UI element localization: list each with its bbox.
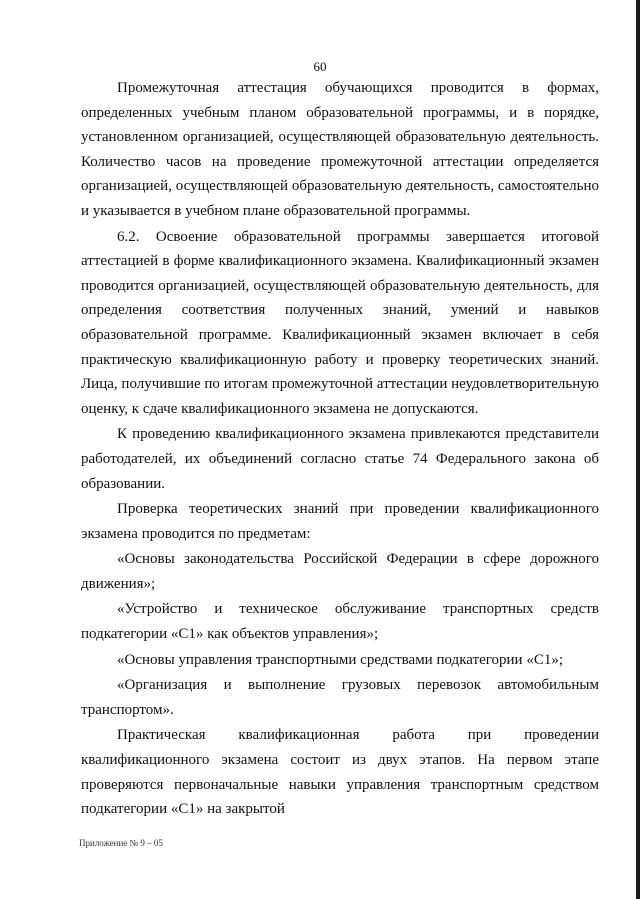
footer-annex-note: Приложение № 9 – 05 [79, 838, 163, 848]
page-number: 60 [313, 59, 327, 74]
paragraph-theory-check: Проверка теоретических знаний при проведении квалификационного экзамена проводится по предметам: [81, 501, 599, 542]
document-body [81, 76, 599, 822]
paragraph-intermediate-assessment: Промежуточная аттестация обучающихся проводится в формах, определенных учебным планом образовательной программы, и в порядке, установленном организацией, осуществляющей образовательную деятельность. Количество часов на проведение промежуточной аттестации определяется организацией, осуществляющей образовательную деятельность, самостоятельно и указывается в учебном плане образовательной программы. [81, 80, 599, 219]
subject-item-freight-transport: «Организация и выполнение грузовых перевозок автомобильным транспортом». [81, 677, 599, 718]
paragraph-employer-representatives: К проведению квалификационного экзамена привлекаются представители работодателей, их объединений согласно статье 74 Федерального закона об образовании. [81, 426, 599, 492]
scan-edge [636, 0, 640, 899]
subject-item-legislation: «Основы законодательства Российской Федерации в сфере дорожного движения»; [81, 551, 599, 592]
subject-item-vehicle-control: «Основы управления транспортными средствами подкатегории «С1»; [117, 651, 563, 668]
paragraph-final-assessment: 6.2. Освоение образовательной программы завершается итоговой аттестацией в форме квалификационного экзамена. Квалификационный экзамен проводится организацией, осуществляющей образовательную деятельность, для определения соответствия полученных знаний, умений и навыков образовательной программе. Квалификационный экзамен включает в себя практическую квалификационную работу и проверку теоретических знаний. Лица, получившие по итогам промежуточной аттестации неудовлетворительную оценку, к сдаче квалификационного экзамена не допускаются. [81, 228, 599, 417]
paragraph-practical-work: Практическая квалификационная работа при проведении квалификационного экзамена состоит из двух этапов. На первом этапе проверяются первоначальные навыки управления транспортным средством подкатегории «С1» на закрытой [81, 727, 599, 818]
subject-item-vehicle-design: «Устройство и техническое обслуживание транспортных средств подкатегории «С1» как объектов управления»; [81, 601, 599, 643]
